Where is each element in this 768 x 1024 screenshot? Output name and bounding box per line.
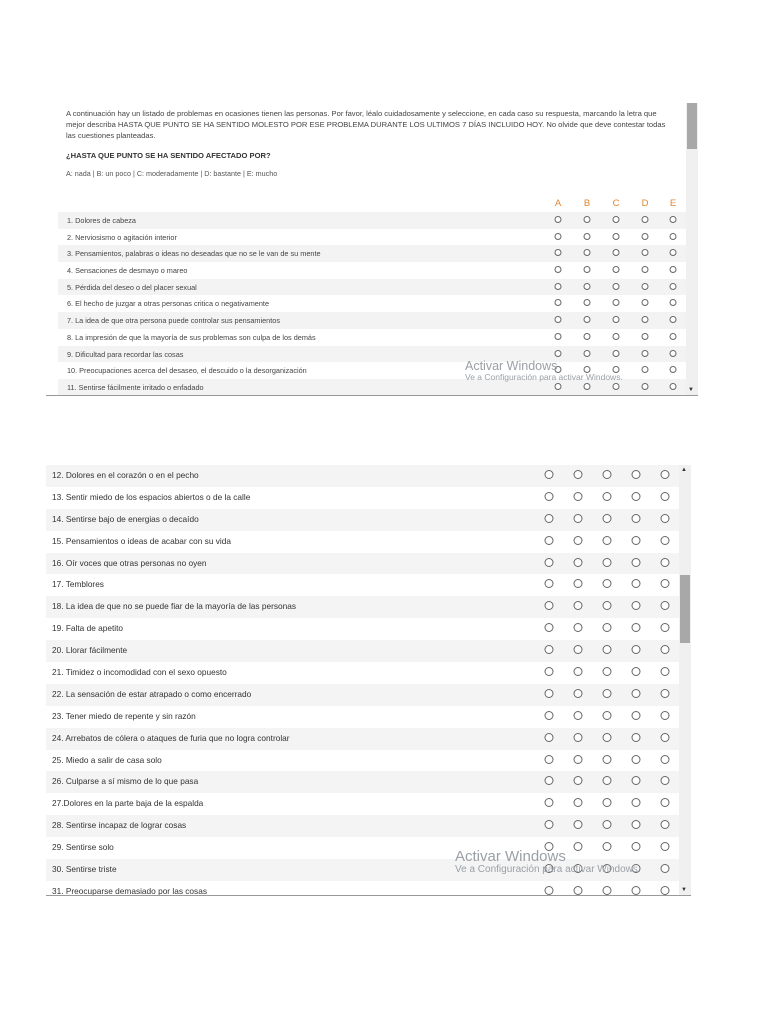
- answer-radio-b[interactable]: [574, 755, 583, 764]
- question-row: [46, 574, 679, 596]
- question-row: [46, 662, 679, 684]
- answer-radio-d[interactable]: [632, 689, 641, 698]
- answer-radio-e[interactable]: [670, 249, 677, 256]
- answer-radio-d[interactable]: [632, 514, 641, 523]
- answer-radio-c[interactable]: [603, 798, 612, 807]
- answer-radio-b[interactable]: [574, 711, 583, 720]
- watermark-title: Activar Windows: [455, 848, 566, 865]
- question-row: [58, 229, 686, 246]
- answer-radio-e[interactable]: [661, 886, 670, 895]
- watermark-subtitle: Ve a Configuración para activar Windows.: [455, 864, 641, 875]
- answer-radio-d[interactable]: [642, 216, 649, 223]
- answer-radio-b[interactable]: [584, 283, 591, 290]
- question-row: [46, 596, 679, 618]
- watermark-subtitle: Ve a Configuración para activar Windows.: [465, 372, 623, 382]
- answer-radio-b[interactable]: [584, 249, 591, 256]
- answer-radio-c[interactable]: [613, 299, 620, 306]
- question-row: [58, 312, 686, 329]
- answer-radio-d[interactable]: [642, 283, 649, 290]
- answer-radio-b[interactable]: [584, 216, 591, 223]
- question-row: [46, 553, 679, 575]
- answer-radio-b[interactable]: [584, 350, 591, 357]
- answer-radio-e[interactable]: [670, 366, 677, 373]
- answer-radio-c[interactable]: [603, 623, 612, 632]
- answer-radio-d[interactable]: [642, 383, 649, 390]
- option-letter-d: D: [641, 198, 649, 209]
- answer-radio-b[interactable]: [574, 470, 583, 479]
- answer-radio-c[interactable]: [603, 579, 612, 588]
- answer-radio-c[interactable]: [603, 689, 612, 698]
- answer-radio-c[interactable]: [613, 283, 620, 290]
- answer-radio-c[interactable]: [603, 667, 612, 676]
- question-label: 13. Sentir miedo de los espacios abiertos o de la calle: [52, 491, 251, 502]
- question-label: 17. Temblores: [52, 579, 104, 590]
- question-label: 14. Sentirse bajo de energias o decaído: [52, 513, 199, 524]
- answer-radio-e[interactable]: [670, 350, 677, 357]
- question-label: 28. Sentirse incapaz de lograr cosas: [52, 820, 187, 831]
- answer-radio-c[interactable]: [613, 249, 620, 256]
- answer-radio-e[interactable]: [661, 579, 670, 588]
- question-label: 12. Dolores en el corazón o en el pecho: [52, 470, 199, 480]
- answer-radio-a[interactable]: [545, 645, 554, 654]
- question-label: 20. Llorar fácilmente: [52, 645, 128, 656]
- question-label: 19. Falta de apetito: [52, 623, 124, 634]
- answer-radio-d[interactable]: [642, 249, 649, 256]
- scrollbar-thumb[interactable]: [680, 575, 690, 643]
- answer-legend: A: nada | B: un poco | C: moderadamente | D: bastante | E: mucho: [66, 169, 278, 178]
- answer-radio-e[interactable]: [661, 623, 670, 632]
- answer-radio-e[interactable]: [670, 216, 677, 223]
- answer-radio-a[interactable]: [545, 667, 554, 676]
- question-label: 7. La idea de que otra persona puede controlar sus pensamientos: [67, 316, 280, 326]
- answer-radio-d[interactable]: [642, 366, 649, 373]
- answer-radio-d[interactable]: [642, 316, 649, 323]
- question-label: 6. El hecho de juzgar a otras personas critica o negativamente: [67, 299, 269, 309]
- question-row: [46, 706, 679, 728]
- instructions-text: A continuación hay un listado de problemas en ocasiones tienen las personas. Por favor, léalo cuidadosamente y seleccione, en cada caso su respuesta, marcando la letra que mejor describa HASTA QUE PUNTO SE HA SENTIDO MOLESTO POR ESE PROBLEMA DURANTE LOS ULTIMOS 7 DÍAS INCLUIDO HOY. No olvide que deve contestar todas las cuestiones planteadas.: [66, 109, 666, 141]
- answer-radio-c[interactable]: [603, 886, 612, 895]
- question-label: 23. Tener miedo de repente y sin razón: [52, 710, 196, 721]
- answer-radio-e[interactable]: [661, 798, 670, 807]
- answer-radio-c[interactable]: [613, 350, 620, 357]
- answer-radio-b[interactable]: [574, 820, 583, 829]
- question-row: [58, 212, 686, 229]
- answer-radio-a[interactable]: [545, 492, 554, 501]
- option-letters-header: [46, 198, 686, 212]
- answer-radio-a[interactable]: [555, 333, 562, 340]
- answer-radio-d[interactable]: [632, 711, 641, 720]
- answer-radio-a[interactable]: [545, 733, 554, 742]
- answer-radio-b[interactable]: [574, 492, 583, 501]
- answer-radio-a[interactable]: [555, 299, 562, 306]
- answer-radio-e[interactable]: [661, 645, 670, 654]
- answer-radio-e[interactable]: [661, 558, 670, 567]
- answer-radio-c[interactable]: [603, 470, 612, 479]
- answer-radio-b[interactable]: [574, 667, 583, 676]
- answer-radio-d[interactable]: [632, 886, 641, 895]
- question-row: [46, 793, 679, 815]
- answer-radio-a[interactable]: [555, 283, 562, 290]
- question-row: [46, 618, 679, 640]
- questionnaire-content: [46, 103, 686, 395]
- answer-radio-d[interactable]: [632, 579, 641, 588]
- answer-radio-a[interactable]: [545, 755, 554, 764]
- answer-radio-e[interactable]: [670, 316, 677, 323]
- answer-radio-a[interactable]: [545, 711, 554, 720]
- question-label: 1. Dolores de cabeza: [67, 216, 136, 225]
- question-label: 5. Pérdida del deseo o del placer sexual: [67, 282, 197, 292]
- answer-radio-d[interactable]: [642, 350, 649, 357]
- answer-radio-d[interactable]: [642, 333, 649, 340]
- answer-radio-c[interactable]: [613, 383, 620, 390]
- answer-radio-a[interactable]: [545, 514, 554, 523]
- answer-radio-c[interactable]: [603, 711, 612, 720]
- question-label: 3. Pensamientos, palabras o ideas no deseadas que no se le van de su mente: [67, 249, 321, 259]
- option-letter-a: A: [554, 198, 562, 209]
- answer-radio-e[interactable]: [661, 842, 670, 851]
- scroll-down-arrow-icon[interactable]: ▼: [681, 887, 687, 893]
- answer-radio-a[interactable]: [555, 350, 562, 357]
- question-row: [58, 262, 686, 279]
- answer-radio-c[interactable]: [613, 216, 620, 223]
- question-label: 15. Pensamientos o ideas de acabar con su vida: [52, 535, 231, 546]
- answer-radio-b[interactable]: [584, 233, 591, 240]
- question-row: [46, 465, 679, 487]
- answer-radio-d[interactable]: [632, 623, 641, 632]
- answer-radio-c[interactable]: [613, 333, 620, 340]
- answer-radio-d[interactable]: [632, 492, 641, 501]
- answer-radio-e[interactable]: [670, 266, 677, 273]
- answer-radio-a[interactable]: [555, 233, 562, 240]
- scrollbar[interactable]: [679, 465, 691, 895]
- question-row: [58, 329, 686, 346]
- answer-radio-d[interactable]: [632, 820, 641, 829]
- question-label: 31. Preocuparse demasiado por las cosas: [52, 885, 207, 896]
- answer-radio-c[interactable]: [613, 233, 620, 240]
- answer-radio-a[interactable]: [545, 623, 554, 632]
- scroll-down-arrow-icon[interactable]: ▼: [688, 387, 694, 393]
- answer-radio-b[interactable]: [584, 316, 591, 323]
- question-label: 8. La impresión de que la mayoría de sus problemas son culpa de los demás: [67, 332, 316, 342]
- answer-radio-e[interactable]: [670, 283, 677, 290]
- question-row: [46, 509, 679, 531]
- answer-radio-b[interactable]: [584, 266, 591, 273]
- answer-radio-c[interactable]: [603, 514, 612, 523]
- question-row: [58, 279, 686, 296]
- question-label: 10. Preocupaciones acerca del desaseo, el descuido o la desorganización: [67, 366, 307, 376]
- answer-radio-d[interactable]: [632, 733, 641, 742]
- question-row: [46, 815, 679, 837]
- question-row: [58, 295, 686, 312]
- question-row: [46, 684, 679, 706]
- questionnaire-panel-bottom: [46, 465, 691, 896]
- answer-radio-a[interactable]: [555, 249, 562, 256]
- activate-windows-watermark: [455, 848, 641, 875]
- answer-radio-c[interactable]: [603, 492, 612, 501]
- answer-radio-c[interactable]: [603, 733, 612, 742]
- answer-radio-d[interactable]: [632, 776, 641, 785]
- question-list-bottom: [46, 465, 679, 896]
- question-row: [46, 728, 679, 750]
- answer-radio-b[interactable]: [574, 645, 583, 654]
- scrollbar-thumb[interactable]: [687, 103, 697, 149]
- question-label: 24. Arrebatos de cólera o ataques de furia que no logra controlar: [52, 732, 290, 743]
- answer-radio-e[interactable]: [661, 689, 670, 698]
- answer-radio-d[interactable]: [632, 798, 641, 807]
- question-row: [46, 881, 679, 896]
- answer-radio-e[interactable]: [661, 536, 670, 545]
- answer-radio-d[interactable]: [632, 558, 641, 567]
- answer-radio-e[interactable]: [661, 755, 670, 764]
- answer-radio-a[interactable]: [545, 886, 554, 895]
- answer-radio-d[interactable]: [642, 266, 649, 273]
- question-label: 26. Culparse a sí mismo de lo que pasa: [52, 776, 199, 787]
- question-label: 11. Sentirse fácilmente irritado o enfadado: [67, 382, 204, 392]
- answer-radio-a[interactable]: [545, 536, 554, 545]
- option-letter-b: B: [583, 198, 591, 209]
- option-letter-e: E: [669, 198, 677, 209]
- answer-radio-c[interactable]: [603, 536, 612, 545]
- answer-radio-a[interactable]: [545, 601, 554, 610]
- answer-radio-b[interactable]: [584, 299, 591, 306]
- answer-radio-a[interactable]: [545, 798, 554, 807]
- answer-radio-a[interactable]: [555, 216, 562, 223]
- question-heading: ¿HASTA QUE PUNTO SE HA SENTIDO AFECTADO POR?: [66, 151, 271, 160]
- answer-radio-a[interactable]: [555, 316, 562, 323]
- answer-radio-e[interactable]: [661, 667, 670, 676]
- answer-radio-c[interactable]: [603, 755, 612, 764]
- question-row: [46, 640, 679, 662]
- answer-radio-d[interactable]: [632, 645, 641, 654]
- answer-radio-e[interactable]: [661, 733, 670, 742]
- question-label: 2. Nerviosismo o agitación interior: [67, 232, 177, 242]
- questionnaire-panel-top: [46, 103, 698, 396]
- activate-windows-watermark: [465, 359, 623, 382]
- question-label: 27.Dolores en la parte baja de la espalda: [52, 798, 204, 809]
- answer-radio-e[interactable]: [670, 233, 677, 240]
- answer-radio-b[interactable]: [584, 383, 591, 390]
- answer-radio-b[interactable]: [574, 536, 583, 545]
- answer-radio-e[interactable]: [661, 601, 670, 610]
- answer-radio-c[interactable]: [603, 776, 612, 785]
- question-label: 21. Timidez o incomodidad con el sexo opuesto: [52, 667, 227, 678]
- answer-radio-b[interactable]: [574, 689, 583, 698]
- answer-radio-e[interactable]: [661, 864, 670, 873]
- answer-radio-b[interactable]: [574, 623, 583, 632]
- question-row: [46, 750, 679, 772]
- answer-radio-c[interactable]: [603, 820, 612, 829]
- question-label: 29. Sentirse solo: [52, 842, 114, 853]
- answer-radio-b[interactable]: [574, 558, 583, 567]
- scrollbar[interactable]: [686, 103, 698, 395]
- answer-radio-c[interactable]: [613, 266, 620, 273]
- question-label: 9. Dificultad para recordar las cosas: [67, 349, 184, 359]
- scroll-up-arrow-icon[interactable]: ▲: [681, 467, 687, 473]
- answer-radio-b[interactable]: [574, 886, 583, 895]
- question-row: [46, 771, 679, 793]
- answer-radio-e[interactable]: [661, 514, 670, 523]
- answer-radio-b[interactable]: [574, 579, 583, 588]
- question-label: 4. Sensaciones de desmayo o mareo: [67, 266, 188, 276]
- answer-radio-a[interactable]: [545, 470, 554, 479]
- answer-radio-d[interactable]: [632, 755, 641, 764]
- answer-radio-e[interactable]: [661, 492, 670, 501]
- answer-radio-b[interactable]: [574, 601, 583, 610]
- question-row: [46, 531, 679, 553]
- answer-radio-b[interactable]: [574, 798, 583, 807]
- question-label: 25. Miedo a salir de casa solo: [52, 754, 162, 765]
- answer-radio-a[interactable]: [555, 266, 562, 273]
- answer-radio-e[interactable]: [670, 383, 677, 390]
- option-letter-c: C: [612, 198, 620, 209]
- answer-radio-d[interactable]: [632, 601, 641, 610]
- answer-radio-d[interactable]: [632, 667, 641, 676]
- watermark-title: Activar Windows: [465, 359, 558, 373]
- question-label: 16. Oír voces que otras personas no oyen: [52, 557, 207, 568]
- answer-radio-b[interactable]: [574, 733, 583, 742]
- answer-radio-e[interactable]: [661, 820, 670, 829]
- answer-radio-a[interactable]: [545, 579, 554, 588]
- answer-radio-c[interactable]: [603, 558, 612, 567]
- answer-radio-d[interactable]: [632, 470, 641, 479]
- answer-radio-e[interactable]: [661, 711, 670, 720]
- answer-radio-e[interactable]: [670, 299, 677, 306]
- answer-radio-b[interactable]: [574, 514, 583, 523]
- question-label: 22. La sensación de estar atrapado o como encerrado: [52, 688, 252, 699]
- answer-radio-b[interactable]: [584, 333, 591, 340]
- answer-radio-e[interactable]: [661, 776, 670, 785]
- answer-radio-a[interactable]: [545, 689, 554, 698]
- answer-radio-b[interactable]: [574, 776, 583, 785]
- question-row: [58, 245, 686, 262]
- answer-radio-a[interactable]: [545, 558, 554, 567]
- question-label: 30. Sentirse triste: [52, 864, 117, 875]
- question-label: 18. La idea de que no se puede fiar de la mayoría de las personas: [52, 601, 297, 612]
- answer-radio-d[interactable]: [632, 536, 641, 545]
- answer-radio-a[interactable]: [545, 776, 554, 785]
- answer-radio-c[interactable]: [613, 316, 620, 323]
- answer-radio-a[interactable]: [555, 383, 562, 390]
- answer-radio-c[interactable]: [603, 601, 612, 610]
- question-row: [46, 487, 679, 509]
- answer-radio-e[interactable]: [670, 333, 677, 340]
- answer-radio-d[interactable]: [642, 299, 649, 306]
- answer-radio-e[interactable]: [661, 470, 670, 479]
- answer-radio-c[interactable]: [603, 645, 612, 654]
- answer-radio-d[interactable]: [642, 233, 649, 240]
- answer-radio-a[interactable]: [545, 820, 554, 829]
